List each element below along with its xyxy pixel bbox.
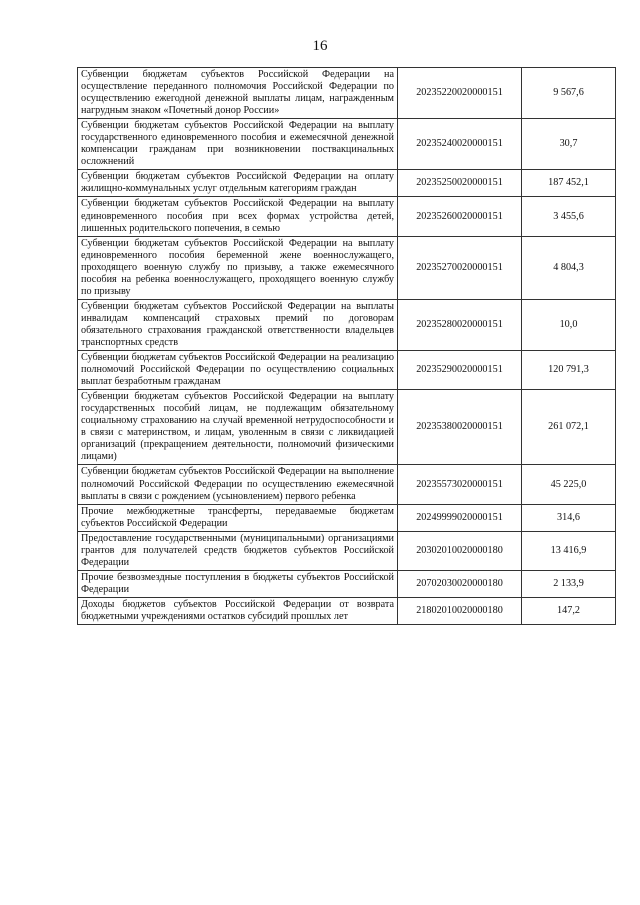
budget-classification-code: 20235270020000151 (398, 236, 522, 299)
budget-classification-code: 20235260020000151 (398, 197, 522, 236)
revenue-description: Субвенции бюджетам субъектов Российской Федерации на оплату жилищно-коммунальных услуг отдельным категориям граждан (78, 170, 398, 197)
table-row (78, 119, 616, 170)
revenue-description: Прочие безвозмездные поступления в бюджеты субъектов Российской Федерации (78, 570, 398, 597)
table-row (78, 597, 616, 624)
table-row (78, 465, 616, 504)
amount-value: 30,7 (522, 119, 616, 170)
table-row (78, 570, 616, 597)
revenue-description: Субвенции бюджетам субъектов Российской Федерации на выплату единовременного пособия беременной жене военнослужащего, проходящего военную службу по призыву, а также ежемесячного пособия на ребенка военнослужащего, проходящего военную службу по призыву (78, 236, 398, 299)
budget-classification-code: 20249999020000151 (398, 504, 522, 531)
revenue-description: Предоставление государственными (муниципальными) организациями грантов для получателей средств бюджетов субъектов Российской Федерации (78, 531, 398, 570)
table-row (78, 236, 616, 299)
budget-classification-code: 21802010020000180 (398, 597, 522, 624)
table-row (78, 531, 616, 570)
revenue-description: Субвенции бюджетам субъектов Российской Федерации на выплату государственных пособий лицам, не подлежащим обязательному социальному страхованию на случай временной нетрудоспособности и в связи с материнством, и лицам, уволенным в связи с ликвидацией организаций (прекращением деятельности, полномочий физическими лицами) (78, 390, 398, 465)
page-number: 16 (312, 38, 328, 54)
table-row (78, 68, 616, 119)
budget-classification-code: 20235220020000151 (398, 68, 522, 119)
amount-value: 4 804,3 (522, 236, 616, 299)
amount-value: 2 133,9 (522, 570, 616, 597)
revenue-description: Субвенции бюджетам субъектов Российской Федерации на выплату единовременного пособия при всех формах устройства детей, лишенных родительского попечения, в семью (78, 197, 398, 236)
budget-classification-code: 20235250020000151 (398, 170, 522, 197)
amount-value: 45 225,0 (522, 465, 616, 504)
table-row (78, 351, 616, 390)
table-row (78, 197, 616, 236)
budget-classification-code: 20235290020000151 (398, 351, 522, 390)
table-row (78, 390, 616, 465)
budget-classification-code: 20235380020000151 (398, 390, 522, 465)
table-row (78, 299, 616, 350)
revenue-description: Прочие межбюджетные трансферты, передаваемые бюджетам субъектов Российской Федерации (78, 504, 398, 531)
revenue-description: Субвенции бюджетам субъектов Российской Федерации на выплату государственного единовременного пособия и ежемесячной денежной компенсации гражданам при возникновении поствакцинальных осложнений (78, 119, 398, 170)
revenue-description: Субвенции бюджетам субъектов Российской Федерации на реализацию полномочий Российской Федерации по осуществлению социальных выплат безработным гражданам (78, 351, 398, 390)
table-row (78, 504, 616, 531)
budget-classification-code: 20702030020000180 (398, 570, 522, 597)
amount-value: 187 452,1 (522, 170, 616, 197)
amount-value: 147,2 (522, 597, 616, 624)
amount-value: 120 791,3 (522, 351, 616, 390)
table-row (78, 170, 616, 197)
revenue-description: Субвенции бюджетам субъектов Российской Федерации на выполнение полномочий Российской Федерации по осуществлению ежемесячной выплаты в связи с рождением (усыновлением) первого ребенка (78, 465, 398, 504)
amount-value: 314,6 (522, 504, 616, 531)
budget-classification-code: 20302010020000180 (398, 531, 522, 570)
revenue-description: Субвенции бюджетам субъектов Российской Федерации на осуществление переданного полномочия Российской Федерации по осуществлению ежегодной денежной выплаты лицам, награжденным нагрудным знаком «Почетный донор России» (78, 68, 398, 119)
budget-classification-code: 20235240020000151 (398, 119, 522, 170)
budget-classification-code: 20235573020000151 (398, 465, 522, 504)
amount-value: 13 416,9 (522, 531, 616, 570)
amount-value: 261 072,1 (522, 390, 616, 465)
amount-value: 10,0 (522, 299, 616, 350)
budget-revenue-table (77, 67, 616, 625)
revenue-description: Доходы бюджетов субъектов Российской Федерации от возврата бюджетными учреждениями остатков субсидий прошлых лет (78, 597, 398, 624)
table-body (78, 68, 616, 625)
revenue-description: Субвенции бюджетам субъектов Российской Федерации на выплаты инвалидам компенсаций страховых премий по договорам обязательного страхования гражданской ответственности владельцев транспортных средств (78, 299, 398, 350)
amount-value: 3 455,6 (522, 197, 616, 236)
budget-classification-code: 20235280020000151 (398, 299, 522, 350)
amount-value: 9 567,6 (522, 68, 616, 119)
